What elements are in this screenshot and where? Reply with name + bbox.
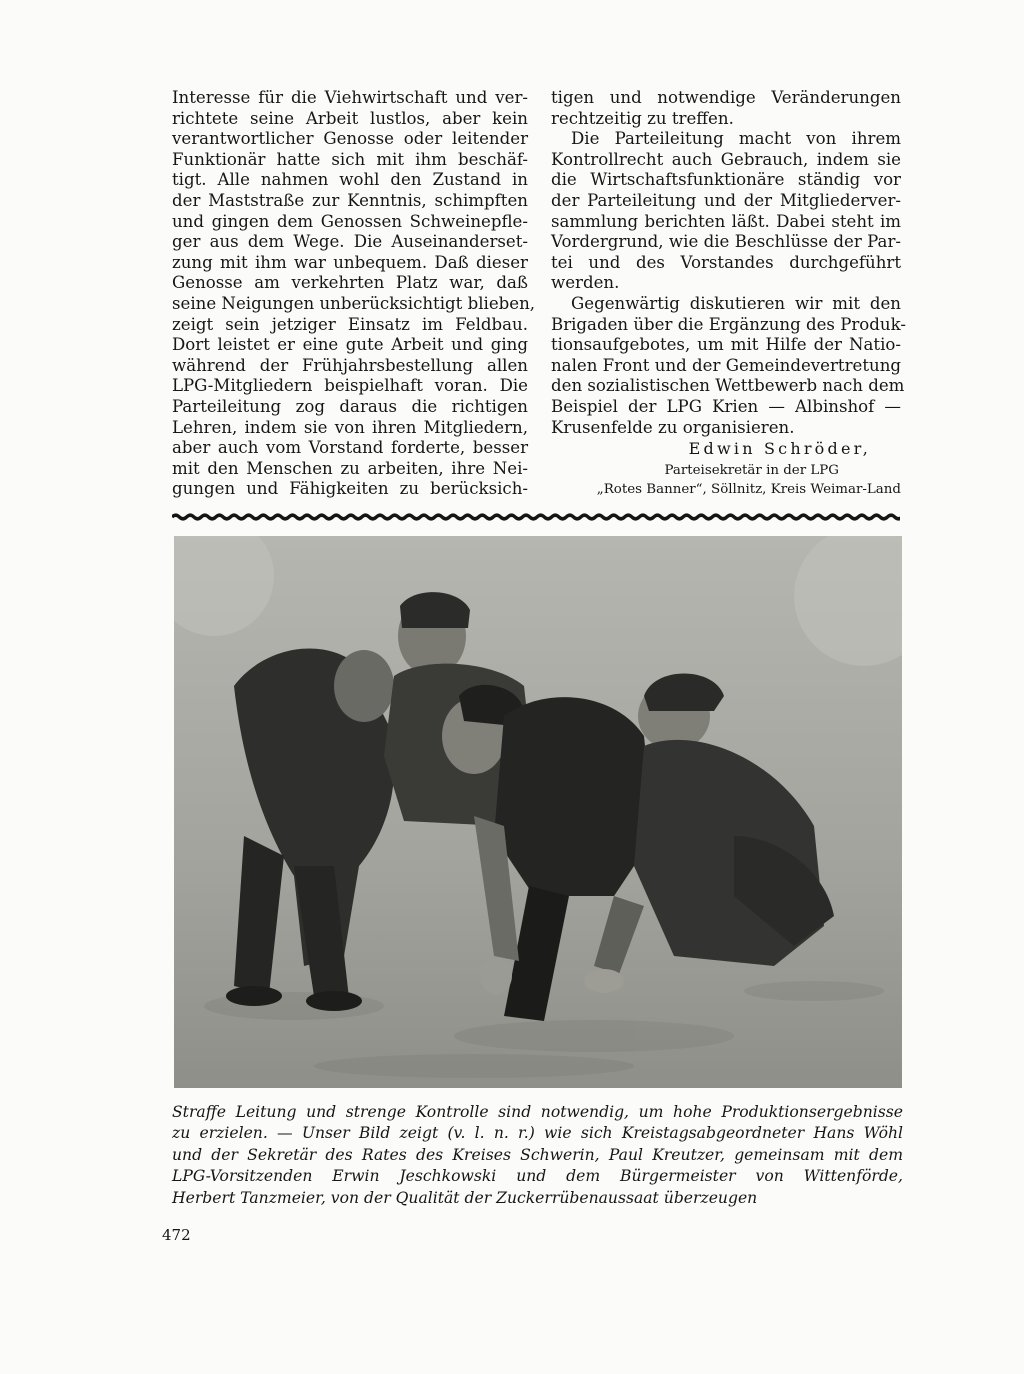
text-line: Kontrollrecht auch Gebrauch, indem sie	[551, 149, 901, 169]
text-line: tionsaufgebotes, um mit Hilfe der Natio-	[551, 335, 901, 355]
text-line: Gegenwärtig diskutieren wir mit den	[571, 293, 901, 313]
text-line: den sozialistischen Wettbewerb nach dem	[551, 376, 905, 396]
text-line: der Maststraße zur Kenntnis, schimpften	[172, 190, 528, 210]
article-left-column	[172, 88, 536, 500]
caption-line: zu erzielen. — Unser Bild zeigt (v. l. n. r.) wie sich Kreistagsabgeordneter Hans Wöhl	[172, 1124, 903, 1143]
text-line: zeigt sein jetziger Einsatz im Feldbau.	[172, 314, 528, 334]
caption-line: und der Sekretär des Rates des Kreises Schwerin, Paul Kreutzer, gemeinsam mit dem	[172, 1145, 903, 1164]
photo-four-men-inspecting-field-icon	[174, 536, 902, 1088]
text-line: ger aus dem Wege. Die Auseinanderset-	[172, 232, 528, 252]
page-number: 472	[162, 1226, 191, 1244]
text-line: rechtzeitig zu treffen.	[551, 108, 734, 128]
article-right-column	[551, 88, 906, 438]
text-line: Parteileitung zog daraus die richtigen	[172, 396, 528, 416]
text-line: Krusenfelde zu organisieren.	[551, 417, 795, 437]
text-line: seine Neigungen unberücksichtigt blieben,	[172, 293, 536, 313]
text-line: Genosse am verkehrten Platz war, daß	[172, 273, 528, 293]
text-line: während der Frühjahrsbestellung allen	[172, 355, 528, 375]
text-line: tigt. Alle nahmen wohl den Zustand in	[172, 170, 528, 190]
photograph	[174, 536, 902, 1088]
text-line: Vordergrund, wie die Beschlüsse der Par-	[551, 232, 901, 252]
text-line: die Wirtschaftsfunktionäre ständig vor	[551, 170, 901, 190]
caption-line: Straffe Leitung und strenge Kontrolle sind notwendig, um hohe Produktionsergebnisse	[172, 1103, 903, 1121]
text-line: Lehren, indem sie von ihren Mitgliedern,	[172, 417, 528, 437]
photo-caption	[172, 1102, 903, 1209]
text-line: Interesse für die Viehwirtschaft und ver-	[172, 88, 528, 107]
wavy-divider	[172, 508, 900, 526]
text-line: nalen Front und der Gemeindevertretung	[551, 355, 901, 375]
text-line: Brigaden über die Ergänzung des Produk-	[551, 314, 906, 334]
text-line: werden.	[551, 273, 620, 293]
author-name: Edwin Schröder,	[688, 439, 871, 458]
text-line: aber auch vom Vorstand forderte, besser	[172, 438, 528, 458]
text-line: gungen und Fähigkeiten zu berücksich-	[172, 479, 528, 499]
text-line: mit den Menschen zu arbeiten, ihre Nei-	[172, 458, 528, 478]
author-organization: „Rotes Banner“, Söllnitz, Kreis Weimar-Land	[596, 482, 901, 497]
text-line: verantwortlicher Genosse oder leitender	[172, 129, 528, 149]
text-line: Dort leistet er eine gute Arbeit und ging	[172, 335, 528, 355]
text-line: richtete seine Arbeit lustlos, aber kein	[172, 108, 528, 128]
text-line: zung mit ihm war unbequem. Daß dieser	[172, 252, 528, 272]
author-role: Parteisekretär in der LPG	[664, 463, 839, 478]
text-line: Beispiel der LPG Krien — Albinshof —	[551, 396, 901, 416]
text-line: und gingen dem Genossen Schweinepfle-	[172, 211, 528, 231]
text-line: sammlung berichten läßt. Dabei steht im	[551, 211, 901, 231]
caption-line: Herbert Tanzmeier, von der Qualität der Zuckerrübenaussaat überzeugen	[172, 1188, 758, 1207]
text-line: LPG-Mitgliedern beispielhaft voran. Die	[172, 376, 528, 396]
text-line: Die Parteileitung macht von ihrem	[571, 129, 901, 149]
text-line: tigen und notwendige Veränderungen	[551, 88, 901, 107]
text-line: der Parteileitung und der Mitgliederver-	[551, 190, 901, 210]
text-line: Funktionär hatte sich mit ihm beschäf-	[172, 149, 528, 169]
caption-line: LPG-Vorsitzenden Erwin Jeschkowski und dem Bürgermeister von Wittenförde,	[172, 1167, 903, 1186]
text-line: tei und des Vorstandes durchgeführt	[551, 252, 901, 272]
